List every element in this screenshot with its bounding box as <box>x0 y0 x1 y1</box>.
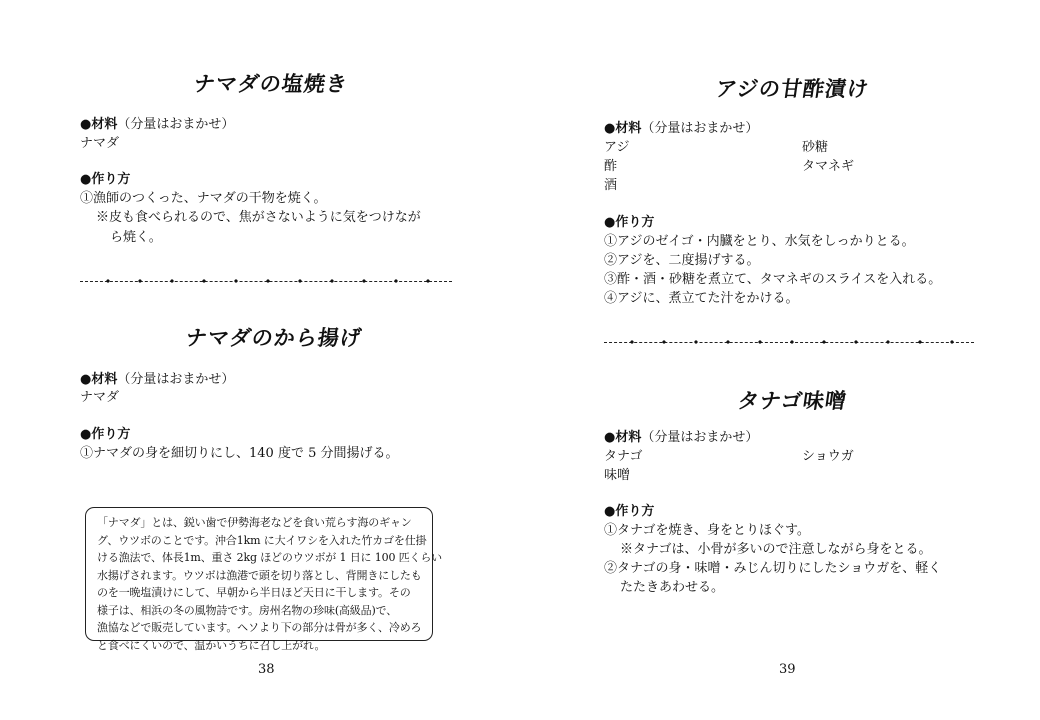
materials-heading: ●材料 <box>604 121 642 136</box>
step: ③酢・酒・砂糖を煮立て、タマネギのスライスを入れる。 <box>604 272 942 287</box>
recipe-title-tanago-miso: タナゴ味噌 <box>736 389 849 413</box>
step: ①アジのゼイゴ・内臓をとり、水気をしっかりとる。 <box>604 234 915 249</box>
info-line: 水揚げされます。ウツボは漁港で頭を切り落とし、背開きにしたも <box>97 568 422 582</box>
section-divider <box>80 281 452 282</box>
namada-info-box <box>85 507 443 652</box>
info-line: ける漁法で、体長1m、重さ 2kg ほどのウツボが 1 日に 100 匹くらい <box>97 551 443 564</box>
ingredient: 酒 <box>604 178 618 193</box>
step: ④アジに、煮立てた汁をかける。 <box>604 291 799 306</box>
materials-note: （分量はおまかせ） <box>117 117 235 132</box>
materials-note: （分量はおまかせ） <box>641 430 759 445</box>
steps-heading: ●作り方 <box>604 504 655 519</box>
steps-heading: ●作り方 <box>604 215 655 230</box>
steps-heading: ●作り方 <box>80 172 131 187</box>
section-divider <box>604 342 974 343</box>
steps-heading: ●作り方 <box>80 427 131 442</box>
materials-heading: ●材料 <box>80 117 118 132</box>
materials-line <box>604 119 758 138</box>
materials-heading: ●材料 <box>604 430 642 445</box>
ingredient: ナマダ <box>80 390 120 405</box>
ingredient: タマネギ <box>802 159 855 174</box>
step-note: ※タナゴは、小骨が多いので注意しながら身をとる。 <box>620 542 932 557</box>
step-note: ※皮も食べられるので、焦がさないように気をつけなが <box>96 210 421 225</box>
ingredient: 味噌 <box>604 468 631 483</box>
step-note-cont: ら焼く。 <box>110 230 162 245</box>
step: ②タナゴの身・味噌・みじん切りにしたショウガを、軽く <box>604 561 942 576</box>
step-cont: たたきあわせる。 <box>620 580 725 595</box>
step: ①タナゴを焼き、身をとりほぐす。 <box>604 523 810 538</box>
materials-line <box>80 370 234 389</box>
materials-heading: ●材料 <box>80 372 118 387</box>
ingredient: タナゴ <box>604 449 643 464</box>
info-line: グ、ウツボのことです。沖合1km に大イワシを入れた竹カゴを仕掛 <box>97 533 427 547</box>
page-number: 38 <box>258 662 275 677</box>
info-line: と食べにくいので、温かいうちに召し上がれ。 <box>97 638 326 652</box>
ingredient: アジ <box>604 140 630 155</box>
materials-line <box>604 428 758 447</box>
recipe-title-namada-karaage: ナマダのから揚げ <box>184 326 364 350</box>
ingredient: ナマダ <box>80 136 120 151</box>
info-line: 「ナマダ」とは、鋭い歯で伊勢海老などを食い荒らす海のギャン <box>97 516 412 529</box>
ingredient: 砂糖 <box>802 140 829 155</box>
ingredient: 酢 <box>604 159 618 174</box>
materials-note: （分量はおまかせ） <box>641 121 759 136</box>
step: ①漁師のつくった、ナマダの干物を焼く。 <box>80 191 327 206</box>
info-line: 漁協などで販売しています。ヘソより下の部分は骨が多く、冷めろ <box>97 621 422 634</box>
info-line: 様子は、相浜の冬の風物詩です。房州名物の珍味(高級品)で、 <box>97 603 398 617</box>
materials-note: （分量はおまかせ） <box>117 372 235 387</box>
step: ①ナマダの身を細切りにし、140 度で 5 分間揚げる。 <box>80 446 399 461</box>
ingredient: ショウガ <box>802 449 854 464</box>
materials-line <box>80 115 234 134</box>
info-line: のを一晩塩漬けにして、早朝から半日ほど天日に干します。その <box>97 586 411 599</box>
page-number: 39 <box>779 662 796 677</box>
recipe-title-aji-amazuzuke: アジの甘酢漬け <box>714 77 871 101</box>
step: ②アジを、二度揚げする。 <box>604 253 760 268</box>
right-page <box>520 0 1040 720</box>
recipe-title-namada-shioyaki: ナマダの塩焼き <box>192 72 350 96</box>
